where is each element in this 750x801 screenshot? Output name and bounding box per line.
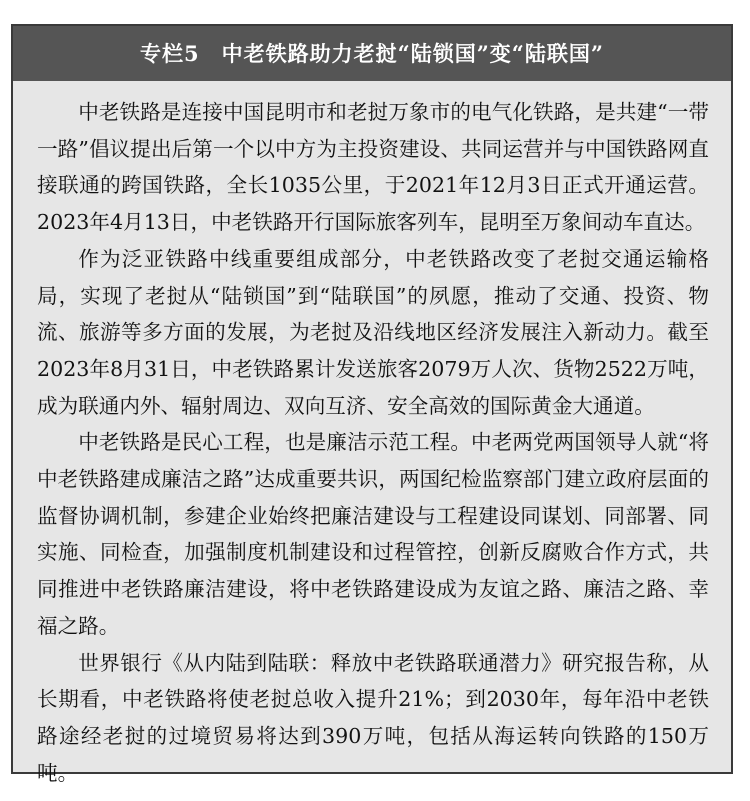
paragraph-2: 作为泛亚铁路中线重要组成部分，中老铁路改变了老挝交通运输格局，实现了老挝从“陆锁国”到“陆联国”的夙愿，推动了交通、投资、物流、旅游等多方面的发展，为老挝及沿线地区经济发展注入新动力。截至2023年8月31日，中老铁路累计发送旅客2079万人次、货物2522万吨，成为联通内外、辐射周边、双向互济、安全高效的国际黄金大通道。: [37, 246, 709, 418]
paragraph-3: 中老铁路是民心工程，也是廉洁示范工程。中老两党两国领导人就“将中老铁路建成廉洁之路”达成重要共识，两国纪检监察部门建立政府层面的监督协调机制，参建企业始终把廉洁建设与工程建设同谋划、同部署、同实施、同检查，加强制度机制建设和过程管控，创新反腐败合作方式，共同推进中老铁路廉洁建设，将中老铁路建设成为友谊之路、廉洁之路、幸福之路。: [37, 430, 709, 638]
sidebar-box: [11, 24, 733, 785]
sidebar-body: [37, 94, 709, 791]
paragraph-4: 世界银行《从内陆到陆联：释放中老铁路联通潜力》研究报告称，从长期看，中老铁路将使老挝总收入提升21%；到2030年，每年沿中老铁路途经老挝的过境贸易将达到390万吨，包括从海运转向铁路的150万吨。: [37, 650, 709, 785]
sidebar-header: 专栏5 中老铁路助力老挝“陆锁国”变“陆联国”: [13, 26, 731, 81]
paragraph-1: 中老铁路是连接中国昆明市和老挝万象市的电气化铁路，是共建“一带一路”倡议提出后第一个以中方为主投资建设、共同运营并与中国铁路网直接联通的跨国铁路，全长1035公里，于2021年12月3日正式开通运营。2023年4月13日，中老铁路开行国际旅客列车，昆明至万象间动车直达。: [37, 100, 709, 235]
